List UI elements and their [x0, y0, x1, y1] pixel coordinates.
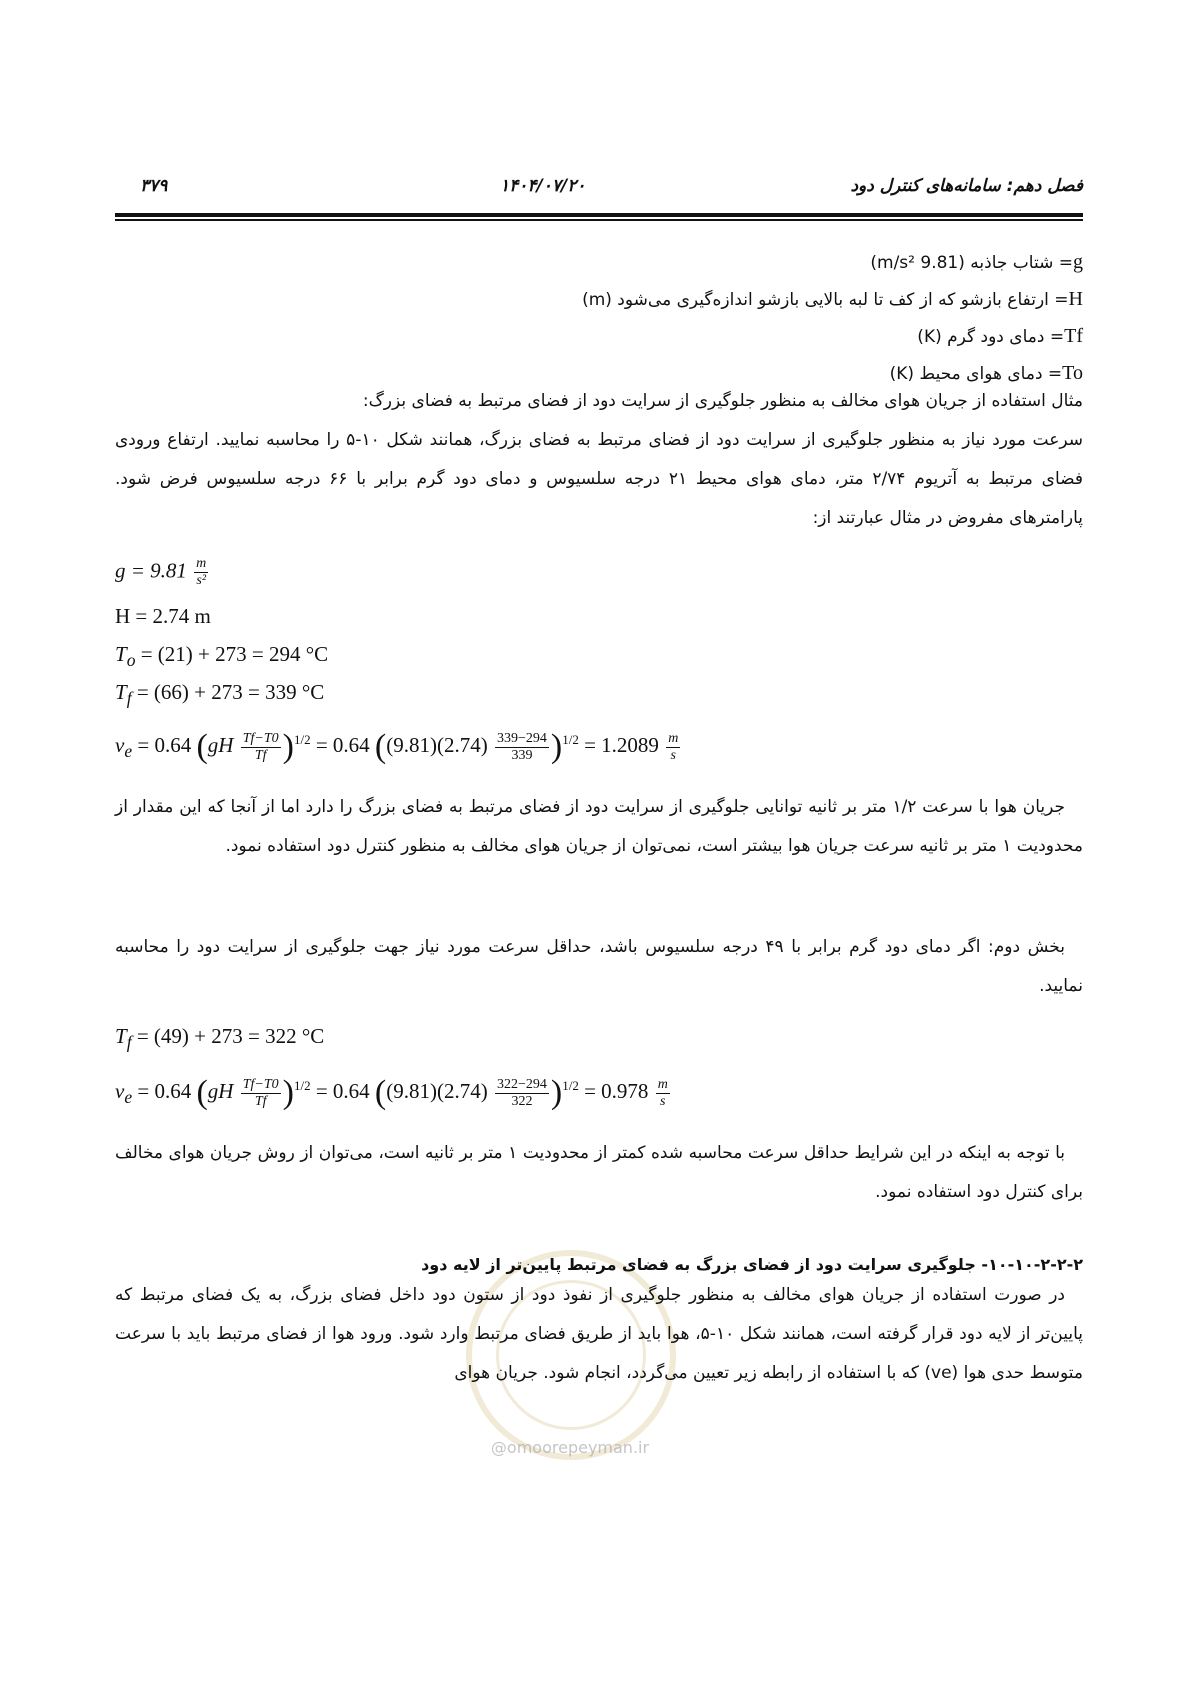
equation-g: g = 9.81 $\frac{m}{\text{s²}}$: [115, 556, 207, 588]
watermark-text: @omoorepeyman.ir: [490, 1438, 650, 1457]
page-number: ۳۷۹: [140, 176, 168, 196]
definitions-list: [582, 244, 1083, 392]
equation-to: $T_o = (21) + 273 = 294$ °C: [115, 642, 329, 671]
chapter-title: فصل دهم: سامانه‌های کنترل دود: [850, 176, 1083, 196]
equation-tf: $T_f = (66) + 273 = 339$ °C: [115, 680, 325, 709]
example-paragraph: [115, 382, 1083, 538]
example-body: سرعت مورد نیاز به منظور جلوگیری از سرایت دود از فضای مرتبط به فضای بزرگ، همانند شکل ۱۰-۵ را محاسبه نمایید. ارتفاع ورودی فضای مرتبط به آتریوم ۲/۷۴ متر، دمای هوای محیط ۲۱ درجه سلسیوس و دمای دود گرم برابر با ۶۶ درجه سلسیوس فرض شود. پارامترهای مفروض در مثال عبارتند از:: [115, 430, 1084, 528]
header-date: ۱۴۰۴/۰۷/۲۰: [500, 176, 586, 196]
header-rule: [115, 213, 1083, 217]
section-body: در صورت استفاده از جریان هوای مخالف به منظور جلوگیری از نفوذ دود از ستون دود داخل فضای بزرگ، به یک فضای مرتبط که پایین‌تر از لایه دود قرار گرفته است، همانند شکل ۱۰-۵، هوا باید از طریق فضای مرتبط وارد شود. ورود هوا از فضای مرتبط باید با سرعت متوسط حدی هوا (ve) که با استفاده از رابطه زیر تعیین می‌گردد، انجام شود. جریان هوای: [115, 1285, 1083, 1383]
result-paragraph-1: جریان هوا با سرعت ۱/۲ متر بر ثانیه توانایی جلوگیری از سرایت دود از فضای مرتبط به فضای بزرگ را دارد اما از آنجا که این مقدار از محدودیت ۱ متر بر ثانیه سرعت جریان هوا بیشتر است، نمی‌توان از جریان هوای مخالف به منظور کنترل دود استفاده نمود.: [115, 797, 1083, 856]
header-rule-thin: [115, 219, 1083, 221]
example-intro: مثال استفاده از جریان هوای مخالف به منظور جلوگیری از سرایت دود از فضای مرتبط به فضای بزرگ:: [362, 391, 1083, 411]
equation-h: H = 2.74 m: [115, 604, 211, 628]
definition-tf: Tf= دمای دود گرم (K): [917, 325, 1083, 347]
section-heading: ۱۰-۱۰-۲-۲-۲- جلوگیری سرایت دود از فضای بزرگ به فضای مرتبط پایین‌تر از لایه دود: [421, 1255, 1083, 1274]
equation-tf-2: $T_f = (49) + 273 = 322$ °C: [115, 1024, 325, 1053]
definition-to: To= دمای هوای محیط (K): [889, 362, 1083, 384]
equation-ve-2: $v_e = 0.64$ (gH $\frac{Tf-T0}{Tf}$ )$^{1/2}$ = 0.64 ((9.81)(2.74) $\frac{322-294}{322}$ )$^{1/2}$ = 0.978 $\frac{m}{s}$: [115, 1074, 668, 1111]
equation-ve-1: $v_e = 0.64$ (gH $\frac{Tf-T0}{Tf}$ )$^{1/2}$ = 0.64 ((9.81)(2.74) $\frac{339-294}{339}$ )$^{1/2}$ = 1.2089 $\frac{m}{s}$: [115, 728, 679, 765]
part-two-paragraph: بخش دوم: اگر دمای دود گرم برابر با ۴۹ درجه سلسیوس باشد، حداقل سرعت مورد نیاز جهت جلوگیری از سرایت دود را محاسبه نمایید.: [115, 937, 1083, 996]
definition-g: g= شتاب جاذبه (9.81 m/s²): [870, 251, 1083, 273]
result-paragraph-2: با توجه به اینکه در این شرایط حداقل سرعت محاسبه شده کمتر از محدودیت ۱ متر بر ثانیه است، می‌توان از روش جریان هوای مخالف برای کنترل دود استفاده نمود.: [115, 1143, 1083, 1202]
definition-h: H= ارتفاع بازشو که از کف تا لبه بالایی بازشو اندازه‌گیری می‌شود (m): [582, 288, 1083, 310]
